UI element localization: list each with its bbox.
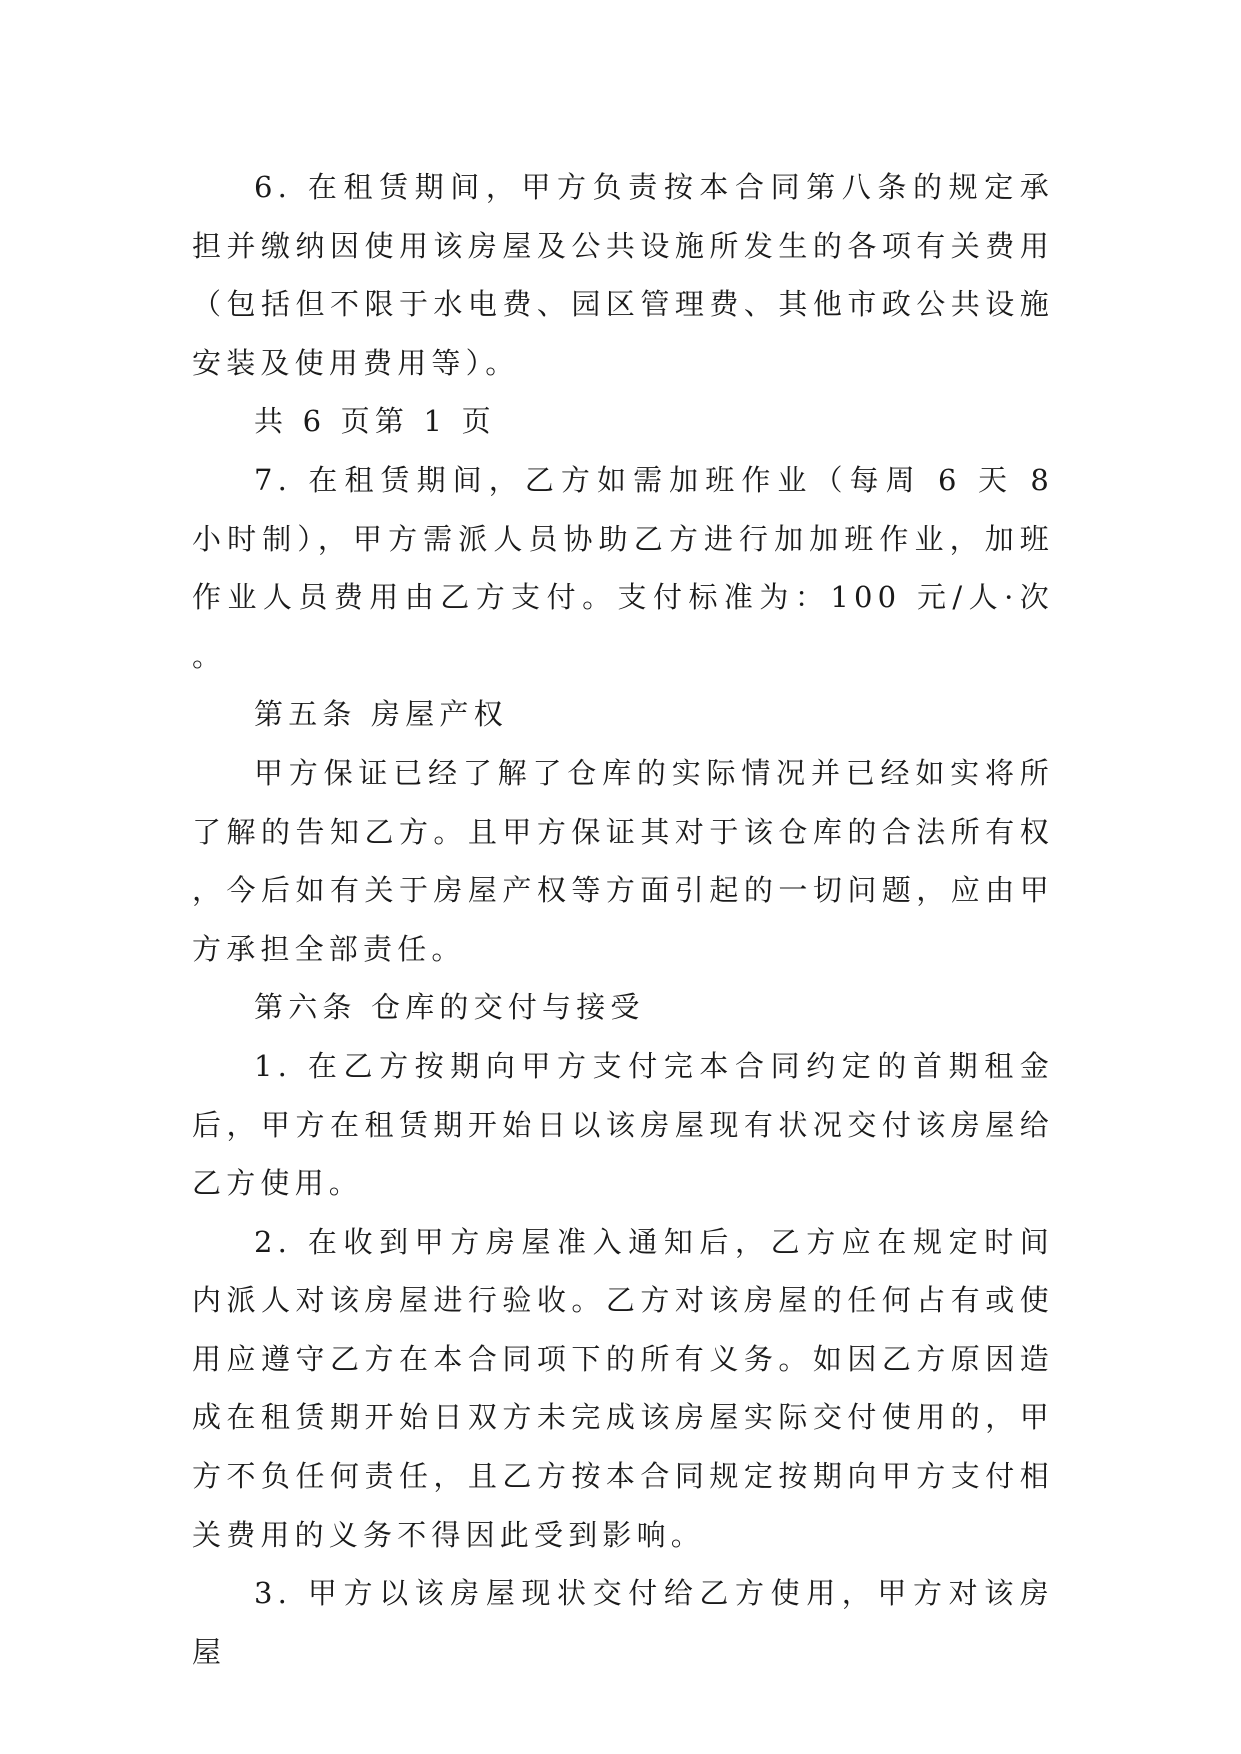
paragraph-article-5: 甲方保证已经了解了仓库的实际情况并已经如实将所了解的告知乙方。且甲方保证其对于该仓库的合法所有权，今后如有关于房屋产权等方面引起的一切问题，应由甲方承担全部责任。 [192, 755, 1054, 966]
paragraph-clause-6-3: 3. 甲方以该房屋现状交付给乙方使用，甲方对该房屋 [192, 1576, 1054, 1669]
article-6-heading: 第六条 仓库的交付与接受 [254, 990, 645, 1025]
paragraph-clause-4-7: 7. 在租赁期间，乙方如需加班作业（每周 6 天 8 小时制），甲方需派人员协助乙方进行加加班作业，加班作业人员费用由乙方支付。支付标准为：100 元/人·次。 [192, 462, 1054, 673]
paragraph-clause-6-1: 1. 在乙方按期向甲方支付完本合同约定的首期租金后，甲方在租赁期开始日以该房屋现有状况交付该房屋给乙方使用。 [192, 1048, 1054, 1201]
page-number-note: 共 6 页第 1 页 [254, 404, 496, 439]
article-5-heading: 第五条 房屋产权 [254, 697, 508, 732]
document-body [192, 158, 1054, 1681]
paragraph-clause-4-6: 6. 在租赁期间，甲方负责按本合同第八条的规定承担并缴纳因使用该房屋及公共设施所发生的各项有关费用（包括但不限于水电费、园区管理费、其他市政公共设施安装及使用费用等）。 [192, 170, 1054, 380]
paragraph-clause-6-2: 2. 在收到甲方房屋准入通知后，乙方应在规定时间内派人对该房屋进行验收。乙方对该房屋的任何占有或使用应遵守乙方在本合同项下的所有义务。如因乙方原因造成在租赁期开始日双方未完成该房屋实际交付使用的，甲方不负任何责任，且乙方按本合同规定按期向甲方支付相关费用的义务不得因此受到影响。 [192, 1224, 1054, 1552]
